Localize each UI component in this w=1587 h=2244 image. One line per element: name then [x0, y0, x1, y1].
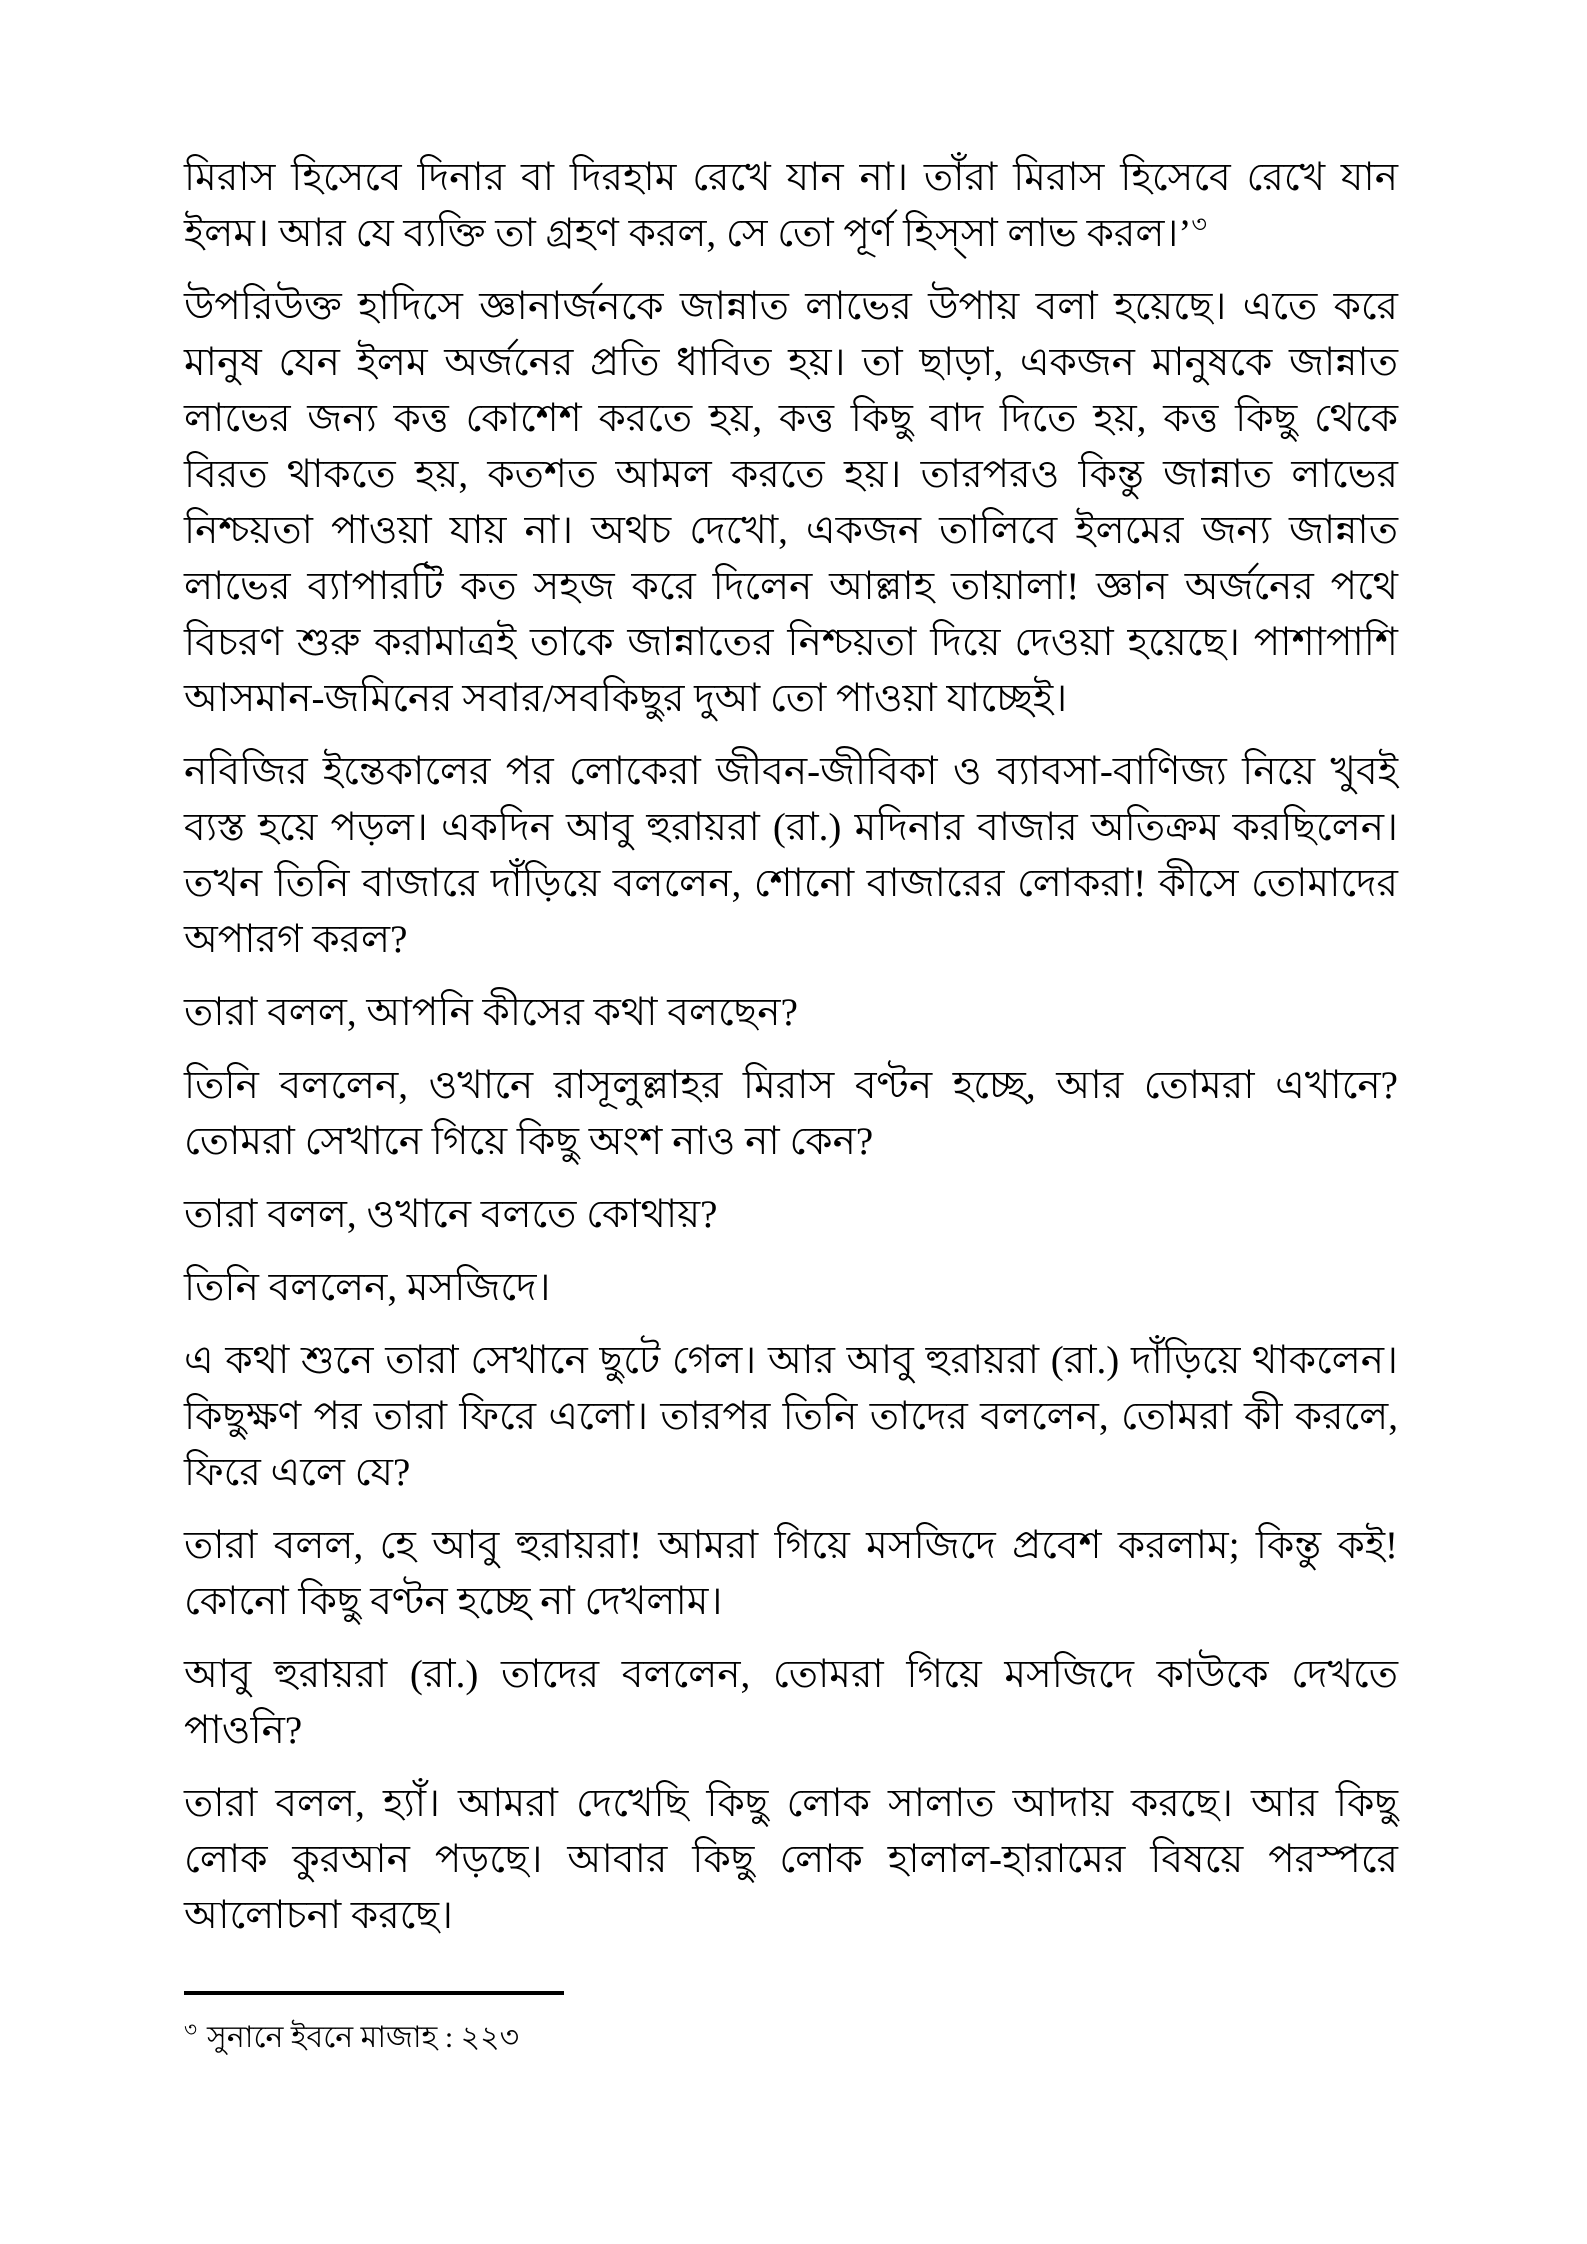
paragraph-8: এ কথা শুনে তারা সেখানে ছুটে গেল। আর আবু হুরায়রা (রা.) দাঁড়িয়ে থাকলেন। কিছুক্ষণ পর তারা ফিরে এলো। তারপর তিনি তাদের বললেন, তোমরা কী করলে, ফিরে এলে যে?: [184, 1339, 1398, 1494]
paragraph-2: উপরিউক্ত হাদিসে জ্ঞানার্জনকে জান্নাত লাভের উপায় বলা হয়েছে। এতে করে মানুষ যেন ইলম অর্জনের প্রতি ধাবিত হয়। তা ছাড়া, একজন মানুষকে জান্নাত লাভের জন্য কত্ত কোশেশ করতে হয়, কত্ত কিছু বাদ দিতে হয়, কত্ত কিছু থেকে বিরত থাকতে হয়, কতশত আমল করতে হয়। তারপরও কিন্তু জান্নাত লাভের নিশ্চয়তা পাওয়া যায় না। অথচ দেখো, একজন তালিবে ইলমের জন্য জান্নাত লাভের ব্যাপারটি কত সহজ করে দিলেন আল্লাহ তায়ালা! জ্ঞান অর্জনের পথে বিচরণ শুরু করামাত্রই তাকে জান্নাতের নিশ্চয়তা দিয়ে দেওয়া হয়েছে। পাশাপাশি আসমান-জমিনের সবার/সবকিছুর দুআ তো পাওয়া যাচ্ছেই।: [184, 285, 1398, 720]
paragraph-10: আবু হুরায়রা (রা.) তাদের বললেন, তোমরা গিয়ে মসজিদে কাউকে দেখতে পাওনি?: [184, 1653, 1398, 1752]
footnote-source: সুনানে ইবনে মাজাহ : ২২৩: [207, 2021, 520, 2054]
paragraph-11: তারা বলল, হ্যাঁ। আমরা দেখেছি কিছু লোক সালাত আদায় করছে। আর কিছু লোক কুরআন পড়ছে। আবার কিছু লোক হালাল-হারামের বিষয়ে পরস্পরে আলোচনা করছে।: [184, 1782, 1398, 1937]
paragraph-4: তারা বলল, আপনি কীসের কথা বলছেন?: [184, 991, 798, 1034]
footnote-divider: [184, 1991, 564, 1995]
paragraph-1-text: মিরাস হিসেবে দিনার বা দিরহাম রেখে যান না। তাঁরা মিরাস হিসেবে রেখে যান ইলম। আর যে ব্যক্তি তা গ্রহণ করল, সে তো পূর্ণ হিস্‌সা লাভ করল।’: [184, 156, 1398, 255]
footnote-text: [184, 2009, 1398, 2059]
paragraph-7: তিনি বললেন, মসজিদে।: [184, 1266, 551, 1309]
paragraph-1: [184, 150, 1398, 262]
paragraph-3: নবিজির ইন্তেকালের পর লোকেরা জীবন-জীবিকা ও ব্যাবসা-বাণিজ্য নিয়ে খুবই ব্যস্ত হয়ে পড়ল। একদিন আবু হুরায়রা (রা.) মদিনার বাজার অতিক্রম করছিলেন। তখন তিনি বাজারে দাঁড়িয়ে বললেন, শোনো বাজারের লোকরা! কীসে তোমাদের অপারগ করল?: [184, 750, 1398, 961]
paragraph-9: তারা বলল, হে আবু হুরায়রা! আমরা গিয়ে মসজিদে প্রবেশ করলাম; কিন্তু কই! কোনো কিছু বণ্টন হচ্ছে না দেখলাম।: [184, 1524, 1398, 1623]
body-text: [184, 150, 1398, 1961]
footnote-marker: ৩: [184, 2019, 198, 2041]
footnote-ref-3: ৩: [1191, 212, 1207, 238]
footnote: [184, 1991, 1398, 2059]
paragraph-6: তারা বলল, ওখানে বলতে কোথায়?: [184, 1193, 718, 1236]
paragraph-5: তিনি বললেন, ওখানে রাসূলুল্লাহর মিরাস বণ্টন হচ্ছে, আর তোমরা এখানে? তোমরা সেখানে গিয়ে কিছু অংশ নাও না কেন?: [184, 1064, 1398, 1163]
